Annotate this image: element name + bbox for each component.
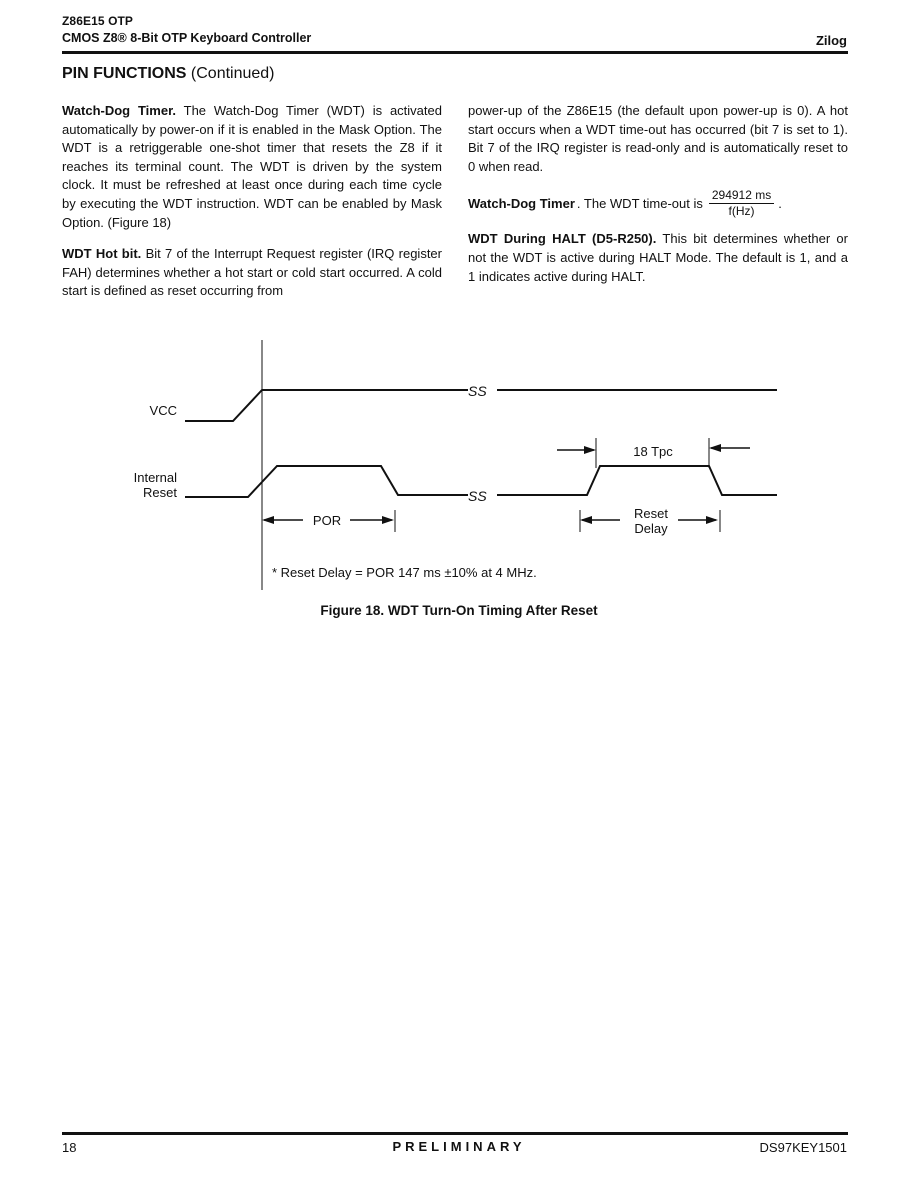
por-arrow-left-head	[262, 516, 274, 524]
vcc-label: VCC	[149, 403, 177, 418]
internal-reset-waveform	[185, 466, 468, 497]
paragraph-wdt-hot-bit	[62, 245, 442, 301]
formula-tail: .	[778, 195, 782, 211]
paragraph-heading: WDT During HALT (D5-R250).	[468, 231, 657, 247]
page-number: 18	[62, 1140, 77, 1155]
left-column	[62, 102, 442, 314]
paragraph-wdt-during-halt	[468, 230, 848, 286]
vcc-break-mark: SS	[468, 383, 487, 399]
footer-rule	[62, 1132, 848, 1135]
brand-name: Zilog	[815, 33, 847, 48]
tpc-arrow-left-head	[584, 446, 596, 454]
formula-numerator: 294912 ms	[709, 189, 774, 204]
formula-heading: Watch-Dog Timer	[468, 195, 575, 211]
figure-caption: Figure 18. WDT Turn-On Timing After Reset	[320, 603, 598, 618]
delay-arrow-left-head	[580, 516, 592, 524]
formula-fraction	[709, 189, 774, 218]
document-status: PRELIMINARY	[392, 1139, 526, 1154]
internal-reset-waveform-continued	[497, 466, 777, 495]
right-column	[468, 102, 848, 299]
paragraph-hot-start	[468, 102, 848, 176]
por-label: POR	[312, 513, 342, 528]
section-title	[62, 65, 275, 83]
section-title-rest: (Continued)	[190, 65, 275, 82]
tpc-label: 18 Tpc	[633, 444, 673, 459]
vcc-waveform	[185, 390, 468, 421]
delay-arrow-right-head	[706, 516, 718, 524]
paragraph-body: power-up of the Z86E15 (the default upon power-up is 0). A hot start occurs when a WDT time-out has occurred (bit 7 is set to 1). Bit 7 of the IRQ register is read-only and is automatically reset to 0 when read.	[468, 103, 848, 174]
internal-reset-label-line2: Reset	[143, 485, 177, 500]
paragraph-heading: WDT Hot bit.	[62, 246, 142, 262]
document-id: DS97KEY1501	[759, 1140, 847, 1155]
por-arrow-right-head	[382, 516, 394, 524]
internal-reset-label-line1: Internal	[133, 470, 177, 485]
reset-delay-label-line1: Reset	[634, 506, 668, 521]
wdt-timeout-formula	[468, 189, 848, 218]
paragraph-body: This bit determines whether or not the WDT is active during HALT Mode. The default is 1, and a 1 indicates active during HALT.	[468, 231, 848, 284]
paragraph-body: Bit 7 of the Interrupt Request register (IRQ register FAH) determines whether a hot start or cold start occurred. A cold start is defined as reset occurring from	[62, 246, 442, 299]
document-subtitle: CMOS Z8® 8-Bit OTP Keyboard Controller	[62, 31, 312, 45]
header-rule	[62, 51, 848, 54]
reset-delay-label-line2: Delay	[634, 521, 668, 536]
paragraph-body: The Watch-Dog Timer (WDT) is activated automatically by power-on if it is enabled in the Mask Option. The WDT is a retriggerable one-shot timer that resets the Z8 if it reaches its terminal count. The WDT is driven by the system clock. It must be refreshed at least once during each time cycle by executing the WDT instruction. WDT can be enabled by Mask Option. (Figure 18)	[62, 103, 442, 230]
timing-diagram	[0, 330, 918, 600]
figure-footnote: * Reset Delay = POR 147 ms ±10% at 4 MHz.	[272, 565, 537, 580]
section-title-bold: PIN FUNCTIONS	[62, 65, 187, 82]
tpc-arrow-right-head	[709, 444, 721, 452]
reset-break-mark: SS	[468, 488, 487, 504]
document-part-number: Z86E15 OTP	[62, 14, 134, 28]
formula-text: . The WDT time-out is	[576, 195, 703, 211]
paragraph-watchdog-timer	[62, 102, 442, 232]
paragraph-heading: Watch-Dog Timer.	[62, 103, 177, 118]
formula-denominator: f(Hz)	[728, 204, 755, 219]
